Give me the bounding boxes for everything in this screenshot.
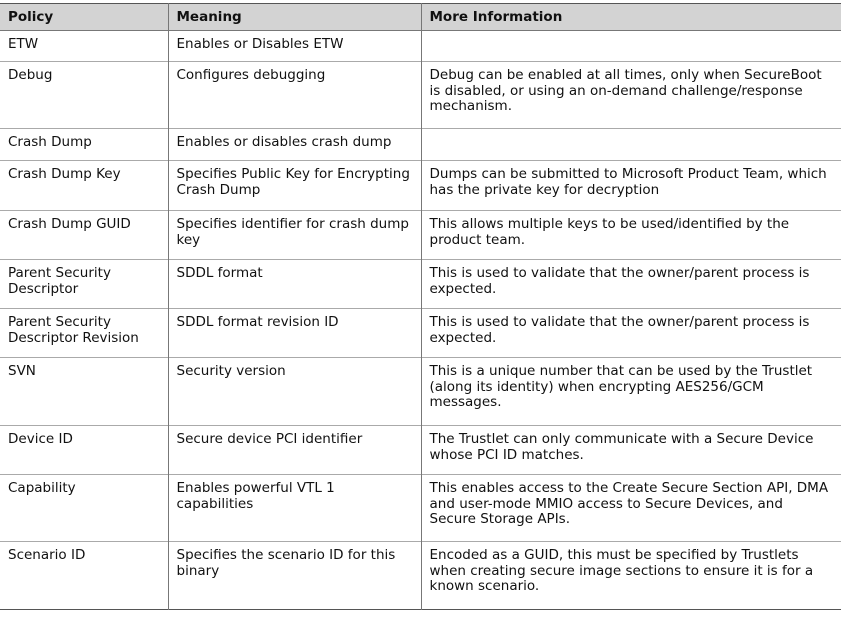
info-cell: This allows multiple keys to be used/identified by the product team. [421, 211, 841, 260]
table-header-row [0, 4, 841, 31]
info-cell: Encoded as a GUID, this must be specified by Trustlets when creating secure image sections to ensure it is for a known scenario. [421, 542, 841, 610]
header-policy: Policy [0, 4, 168, 31]
info-cell: This enables access to the Create Secure Section API, DMA and user-mode MMIO access to Secure Devices, and Secure Storage APIs. [421, 475, 841, 542]
policy-cell: Scenario ID [0, 542, 168, 610]
table-row [0, 31, 841, 62]
table-row [0, 475, 841, 542]
policy-cell: Debug [0, 62, 168, 129]
meaning-cell: SDDL format [168, 260, 421, 309]
policy-cell: Parent Security Descriptor [0, 260, 168, 309]
meaning-cell: SDDL format revision ID [168, 309, 421, 358]
table-row [0, 161, 841, 211]
policy-cell: Crash Dump [0, 129, 168, 161]
policy-cell: ETW [8, 36, 39, 52]
policy-cell: Device ID [0, 426, 168, 475]
info-cell: This is used to validate that the owner/parent process is expected. [421, 260, 841, 309]
table-row [0, 358, 841, 426]
header-meaning: Meaning [168, 4, 421, 31]
info-cell [421, 31, 841, 62]
meaning-cell: Specifies identifier for crash dump key [168, 211, 421, 260]
meaning-cell: Enables or Disables ETW [168, 31, 421, 62]
info-cell [421, 129, 841, 161]
policy-cell: Crash Dump Key [0, 161, 168, 211]
meaning-cell: Enables powerful VTL 1 capabilities [168, 475, 421, 542]
info-cell: This is a unique number that can be used by the Trustlet (along its identity) when encrypting AES256/GCM messages. [421, 358, 841, 426]
table-row [0, 211, 841, 260]
table-row [0, 260, 841, 309]
header-more-information: More Information [421, 4, 841, 31]
meaning-cell: Secure device PCI identifier [168, 426, 421, 475]
info-cell: This is used to validate that the owner/parent process is expected. [421, 309, 841, 358]
meaning-cell: Specifies the scenario ID for this binary [168, 542, 421, 610]
meaning-cell: Configures debugging [168, 62, 421, 129]
info-cell: Debug can be enabled at all times, only when SecureBoot is disabled, or using an on-demand challenge/response mechanism. [421, 62, 841, 129]
info-cell: Dumps can be submitted to Microsoft Product Team, which has the private key for decryption [421, 161, 841, 211]
policy-table [0, 3, 841, 610]
policy-cell: Parent Security Descriptor Revision [0, 309, 168, 358]
meaning-cell: Security version [168, 358, 421, 426]
table-row [0, 309, 841, 358]
table-row [0, 542, 841, 610]
info-cell: The Trustlet can only communicate with a Secure Device whose PCI ID matches. [421, 426, 841, 475]
meaning-cell: Specifies Public Key for Encrypting Crash Dump [168, 161, 421, 211]
policy-cell: SVN [0, 358, 168, 426]
policy-cell: Capability [0, 475, 168, 542]
table-row [0, 62, 841, 129]
table-row [0, 129, 841, 161]
table-row [0, 426, 841, 475]
policy-cell: Crash Dump GUID [0, 211, 168, 260]
meaning-cell: Enables or disables crash dump [168, 129, 421, 161]
